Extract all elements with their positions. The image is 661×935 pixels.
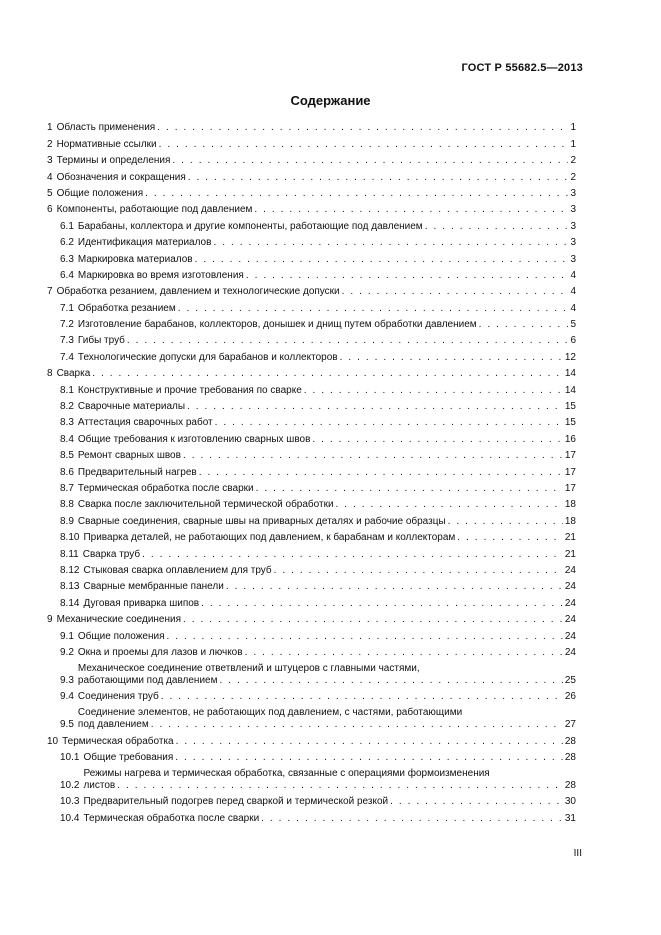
dot-leader bbox=[145, 188, 568, 200]
toc-entry[interactable] bbox=[47, 529, 576, 545]
toc-entry-number: 9.5 bbox=[60, 719, 74, 731]
toc-entry[interactable] bbox=[47, 704, 576, 732]
dot-leader bbox=[336, 499, 563, 511]
toc-entry-number: 8.4 bbox=[60, 433, 74, 445]
dot-leader bbox=[340, 352, 563, 364]
toc-entry-page: 15 bbox=[564, 401, 576, 413]
toc-entry-number: 7.3 bbox=[60, 335, 74, 347]
toc-entry-page: 21 bbox=[564, 548, 576, 560]
toc-entry-page: 15 bbox=[564, 417, 576, 429]
toc-entry-page: 31 bbox=[564, 812, 576, 824]
toc-entry-number: 10.4 bbox=[60, 812, 80, 824]
toc-entry-page: 18 bbox=[564, 515, 576, 527]
toc-entry-page: 2 bbox=[570, 155, 576, 167]
toc-entry-title: Сварка труб bbox=[82, 548, 141, 560]
toc-entry-title: Дуговая приварка шипов bbox=[83, 597, 200, 609]
toc-entry[interactable] bbox=[47, 480, 576, 496]
dot-leader bbox=[159, 139, 569, 151]
toc-entry-page: 4 bbox=[570, 302, 576, 314]
dot-leader bbox=[175, 752, 563, 764]
toc-entry-page: 17 bbox=[564, 450, 576, 462]
toc-entry-page: 4 bbox=[570, 269, 576, 281]
toc-entry-title: Изготовление барабанов, коллекторов, донышек и днищ путем обработки давлением bbox=[77, 319, 477, 331]
toc-entry-number: 8.11 bbox=[60, 548, 79, 560]
toc-entry-number: 10.2 bbox=[60, 780, 80, 792]
dot-leader bbox=[183, 450, 563, 462]
toc-entry-page: 27 bbox=[564, 719, 576, 731]
toc-entry-title: Стыковая сварка оплавлением для труб bbox=[83, 564, 272, 576]
toc-entry-page: 21 bbox=[564, 532, 576, 544]
toc-entry-title: Маркировка материалов bbox=[77, 253, 193, 265]
toc-entry-page: 28 bbox=[564, 752, 576, 764]
toc-entry-number: 9.2 bbox=[60, 646, 74, 658]
dot-leader bbox=[219, 675, 562, 687]
toc-entry-title: Соединения труб bbox=[77, 691, 159, 703]
toc-entry[interactable] bbox=[47, 348, 576, 364]
toc-entry-page: 16 bbox=[564, 433, 576, 445]
toc-entry-title: листов bbox=[83, 780, 116, 792]
toc-entry-title: Обработка резанием bbox=[77, 302, 176, 314]
toc-entry-number: 8.13 bbox=[60, 581, 80, 593]
toc-entry-title: Общие положения bbox=[56, 187, 144, 199]
toc-entry[interactable] bbox=[47, 765, 576, 793]
toc-entry-page: 25 bbox=[564, 674, 576, 686]
toc-entry-title: Термины и определения bbox=[56, 155, 171, 167]
toc-entry-page: 3 bbox=[570, 204, 576, 216]
toc-entry-title: Окна и проемы для лазов и лючков bbox=[77, 646, 243, 658]
toc-entry-title: Механические соединения bbox=[56, 614, 182, 626]
toc-entry-number: 6.4 bbox=[60, 269, 74, 281]
toc-entry-page: 24 bbox=[564, 614, 576, 626]
dot-leader bbox=[213, 237, 568, 249]
toc-entry[interactable] bbox=[47, 185, 576, 201]
table-of-contents bbox=[47, 119, 576, 826]
toc-entry-title-line1: Режимы нагрева и термическая обработка, связанные с операциями формоизменения bbox=[83, 768, 490, 780]
toc-entry-title: Предварительный подогрев перед сваркой и термической резкой bbox=[83, 796, 389, 808]
toc-entry[interactable] bbox=[47, 430, 576, 446]
dot-leader bbox=[183, 614, 563, 626]
toc-entry-number: 8.8 bbox=[60, 499, 74, 511]
toc-entry-page: 28 bbox=[564, 735, 576, 747]
toc-entry-title: Обозначения и сокращения bbox=[56, 171, 186, 183]
toc-entry-number: 3 bbox=[47, 155, 53, 167]
toc-entry-number: 9 bbox=[47, 614, 53, 626]
toc-entry[interactable] bbox=[47, 365, 576, 381]
toc-entry-page: 17 bbox=[564, 482, 576, 494]
toc-entry-page: 18 bbox=[564, 499, 576, 511]
toc-entry[interactable] bbox=[47, 332, 576, 348]
page-title: Содержание bbox=[290, 93, 371, 108]
dot-leader bbox=[176, 736, 563, 748]
toc-entry-number: 6.2 bbox=[60, 237, 74, 249]
toc-entry-page: 30 bbox=[564, 796, 576, 808]
toc-entry-number: 8.6 bbox=[60, 466, 74, 478]
toc-entry-page: 28 bbox=[564, 780, 576, 792]
toc-entry-number: 8.5 bbox=[60, 450, 74, 462]
dot-leader bbox=[457, 532, 563, 544]
toc-entry-title: Сварка bbox=[56, 368, 91, 380]
toc-entry[interactable] bbox=[47, 283, 576, 299]
toc-entry[interactable] bbox=[47, 496, 576, 512]
toc-entry[interactable] bbox=[47, 381, 576, 397]
toc-entry-number: 8.12 bbox=[60, 564, 80, 576]
toc-entry-title: Компоненты, работающие под давлением bbox=[56, 204, 253, 216]
dot-leader bbox=[142, 549, 563, 561]
toc-entry-title: Барабаны, коллектора и другие компоненты, работающие под давлением bbox=[77, 220, 423, 232]
toc-entry[interactable] bbox=[47, 545, 576, 561]
dot-leader bbox=[304, 385, 563, 397]
toc-entry-page: 24 bbox=[564, 630, 576, 642]
toc-entry-number: 8 bbox=[47, 368, 53, 380]
toc-entry-title: Термическая обработка после сварки bbox=[83, 812, 260, 824]
toc-entry-number: 8.14 bbox=[60, 597, 80, 609]
toc-entry-number: 10.1 bbox=[60, 752, 80, 764]
toc-entry-title: Гибы труб bbox=[77, 335, 125, 347]
toc-entry-title: Аттестация сварочных работ bbox=[77, 417, 213, 429]
toc-entry-title: работающими под давлением bbox=[77, 674, 218, 686]
dot-leader bbox=[448, 516, 563, 528]
dot-leader bbox=[188, 172, 569, 184]
toc-entry-page: 1 bbox=[570, 122, 576, 134]
toc-entry-number: 9.3 bbox=[60, 674, 74, 686]
toc-entry-title: Общие требования к изготовлению сварных швов bbox=[77, 433, 311, 445]
dot-leader bbox=[92, 368, 563, 380]
toc-entry-page: 3 bbox=[570, 187, 576, 199]
toc-entry-page: 24 bbox=[564, 646, 576, 658]
toc-entry-title: Технологические допуски для барабанов и коллекторов bbox=[77, 351, 338, 363]
toc-entry[interactable] bbox=[47, 594, 576, 610]
toc-entry-title: Ремонт сварных швов bbox=[77, 450, 181, 462]
dot-leader bbox=[342, 286, 569, 298]
dot-leader bbox=[187, 401, 563, 413]
toc-entry[interactable] bbox=[47, 299, 576, 315]
toc-entry-title: Сварочные материалы bbox=[77, 401, 186, 413]
dot-leader bbox=[195, 254, 569, 266]
toc-entry-number: 8.10 bbox=[60, 532, 80, 544]
toc-entry-page: 14 bbox=[564, 368, 576, 380]
dot-leader bbox=[157, 122, 568, 134]
toc-entry-page: 14 bbox=[564, 384, 576, 396]
toc-entry[interactable] bbox=[47, 135, 576, 151]
toc-entry-title: Область применения bbox=[56, 122, 156, 134]
toc-entry-page: 3 bbox=[570, 220, 576, 232]
toc-entry-number: 8.1 bbox=[60, 384, 74, 396]
toc-entry[interactable] bbox=[47, 809, 576, 825]
toc-entry-number: 1 bbox=[47, 122, 53, 134]
dot-leader bbox=[479, 319, 569, 331]
toc-entry[interactable] bbox=[47, 660, 576, 688]
toc-entry-page: 2 bbox=[570, 171, 576, 183]
toc-entry-page: 4 bbox=[570, 286, 576, 298]
toc-entry[interactable] bbox=[47, 463, 576, 479]
toc-entry-title: Термическая обработка после сварки bbox=[77, 482, 254, 494]
toc-entry-number: 6.3 bbox=[60, 253, 74, 265]
toc-entry-page: 24 bbox=[564, 564, 576, 576]
toc-entry-title: Сварка после заключительной термической обработки bbox=[77, 499, 334, 511]
toc-entry[interactable] bbox=[47, 267, 576, 283]
dot-leader bbox=[215, 417, 563, 429]
toc-entry-title: Термическая обработка bbox=[62, 735, 174, 747]
toc-entry[interactable] bbox=[47, 644, 576, 660]
toc-entry[interactable] bbox=[47, 119, 576, 135]
dot-leader bbox=[172, 155, 568, 167]
toc-entry[interactable] bbox=[47, 168, 576, 184]
toc-entry-number: 6.1 bbox=[60, 220, 74, 232]
toc-entry-title: под давлением bbox=[77, 719, 149, 731]
dot-leader bbox=[151, 719, 563, 731]
page-number: III bbox=[573, 848, 582, 859]
toc-entry-number: 8.3 bbox=[60, 417, 74, 429]
dot-leader bbox=[261, 813, 563, 825]
dot-leader bbox=[161, 691, 563, 703]
toc-entry[interactable] bbox=[47, 152, 576, 168]
toc-entry-number: 10 bbox=[47, 735, 59, 747]
toc-entry-title-line1: Механическое соединение ответвлений и штуцеров с главными частями, bbox=[77, 662, 420, 674]
toc-entry-page: 24 bbox=[564, 581, 576, 593]
toc-entry[interactable] bbox=[47, 201, 576, 217]
dot-leader bbox=[312, 434, 562, 446]
toc-entry-number: 4 bbox=[47, 171, 53, 183]
dot-leader bbox=[245, 647, 563, 659]
dot-leader bbox=[274, 565, 563, 577]
toc-entry-page: 24 bbox=[564, 597, 576, 609]
toc-entry-title: Предварительный нагрев bbox=[77, 466, 197, 478]
toc-entry[interactable] bbox=[47, 688, 576, 704]
toc-entry-title: Конструктивные и прочие требования по сварке bbox=[77, 384, 302, 396]
toc-entry-number: 7.1 bbox=[60, 302, 74, 314]
toc-entry-number: 8.7 bbox=[60, 482, 74, 494]
dot-leader bbox=[246, 270, 569, 282]
dot-leader bbox=[117, 780, 563, 792]
dot-leader bbox=[199, 467, 563, 479]
toc-entry-number: 10.3 bbox=[60, 796, 80, 808]
toc-entry-title: Сварные соединения, сварные швы на приварных деталях и рабочие образцы bbox=[77, 515, 446, 527]
toc-entry-number: 8.2 bbox=[60, 401, 74, 413]
toc-entry-title: Сварные мембранные панели bbox=[83, 581, 224, 593]
toc-entry[interactable] bbox=[47, 316, 576, 332]
toc-entry-title-line1: Соединение элементов, не работающих под давлением, с частями, работающими bbox=[77, 707, 463, 719]
toc-entry[interactable] bbox=[47, 414, 576, 430]
toc-entry-number: 6 bbox=[47, 204, 53, 216]
toc-entry[interactable] bbox=[47, 217, 576, 233]
toc-entry-page: 5 bbox=[570, 319, 576, 331]
toc-entry[interactable] bbox=[47, 562, 576, 578]
toc-entry[interactable] bbox=[47, 234, 576, 250]
dot-leader bbox=[256, 483, 563, 495]
toc-entry-number: 7.2 bbox=[60, 319, 74, 331]
toc-entry-page: 6 bbox=[570, 335, 576, 347]
toc-entry-page: 1 bbox=[570, 138, 576, 150]
toc-entry[interactable] bbox=[47, 793, 576, 809]
toc-entry-page: 3 bbox=[570, 253, 576, 265]
toc-entry-page: 12 bbox=[564, 351, 576, 363]
standard-header: ГОСТ Р 55682.5—2013 bbox=[461, 62, 583, 74]
toc-entry-number: 8.9 bbox=[60, 515, 74, 527]
dot-leader bbox=[201, 598, 563, 610]
toc-entry[interactable] bbox=[47, 250, 576, 266]
toc-entry-page: 17 bbox=[564, 466, 576, 478]
toc-entry-page: 3 bbox=[570, 237, 576, 249]
dot-leader bbox=[167, 631, 563, 643]
toc-entry-number: 7 bbox=[47, 286, 53, 298]
toc-entry-number: 9.1 bbox=[60, 630, 74, 642]
toc-entry[interactable] bbox=[47, 611, 576, 627]
toc-entry-number: 2 bbox=[47, 138, 53, 150]
dot-leader bbox=[390, 796, 563, 808]
toc-entry-title: Общие требования bbox=[83, 752, 174, 764]
toc-entry-number: 5 bbox=[47, 187, 53, 199]
toc-entry-title: Маркировка во время изготовления bbox=[77, 269, 244, 281]
toc-entry-title: Идентификация материалов bbox=[77, 237, 212, 249]
dot-leader bbox=[425, 221, 569, 233]
toc-entry-title: Нормативные ссылки bbox=[56, 138, 157, 150]
toc-entry[interactable] bbox=[47, 512, 576, 528]
toc-entry-page: 26 bbox=[564, 691, 576, 703]
dot-leader bbox=[226, 581, 563, 593]
toc-entry-title: Приварка деталей, не работающих под давлением, к барабанам и коллекторам bbox=[83, 532, 456, 544]
toc-entry-number: 9.4 bbox=[60, 691, 74, 703]
dot-leader bbox=[254, 204, 568, 216]
toc-entry[interactable] bbox=[47, 398, 576, 414]
toc-entry[interactable] bbox=[47, 627, 576, 643]
toc-entry[interactable] bbox=[47, 749, 576, 765]
toc-entry-title: Обработка резанием, давлением и технологические допуски bbox=[56, 286, 340, 298]
toc-entry-number: 7.4 bbox=[60, 351, 74, 363]
toc-entry-title: Общие положения bbox=[77, 630, 165, 642]
dot-leader bbox=[127, 335, 569, 347]
toc-entry[interactable] bbox=[47, 578, 576, 594]
toc-entry[interactable] bbox=[47, 447, 576, 463]
toc-entry[interactable] bbox=[47, 732, 576, 748]
dot-leader bbox=[178, 303, 569, 315]
